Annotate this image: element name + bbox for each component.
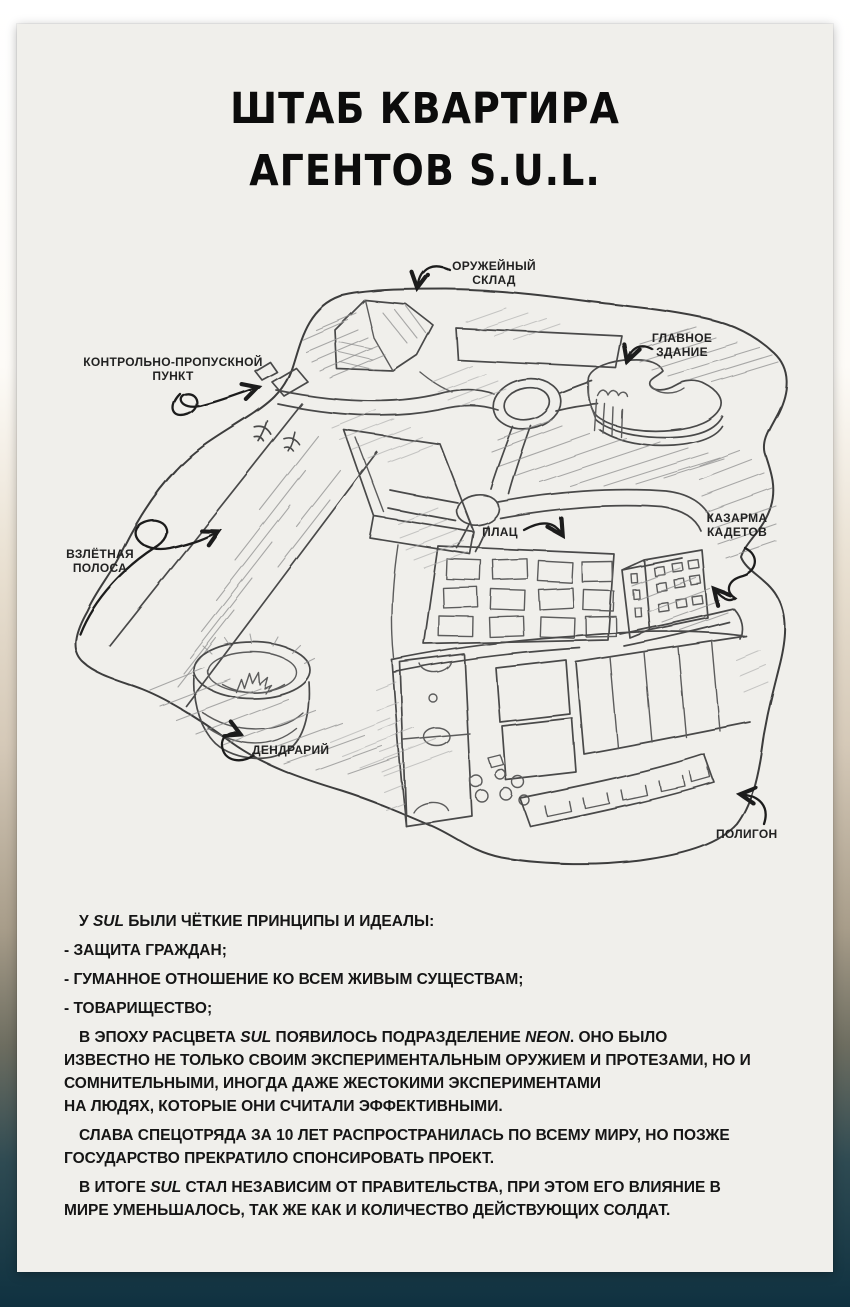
story-paragraph: У SUL БЫЛИ ЧЁТКИЕ ПРИНЦИПЫ И ИДЕАЛЫ: bbox=[79, 913, 435, 930]
map-label-main-building: ГЛАВНОЕ ЗДАНИЕ bbox=[651, 331, 713, 359]
lore-text-block bbox=[64, 910, 818, 1228]
upper-field bbox=[456, 328, 622, 368]
story-paragraph: СЛАВА СПЕЦОТРЯДА ЗА 10 ЛЕТ РАСПРОСТРАНИЛАСЬ ПО ВСЕМУ МИРУ, НО ПОЗЖЕ ГОСУДАРСТВО ПРЕКРАТИЛО СПОНСИРОВАТЬ ПРОЕКТ. bbox=[64, 1127, 730, 1167]
parade-ground-arrow bbox=[524, 524, 561, 533]
map-label-armory: ОРУЖЕЙНЫЙ СКЛАД bbox=[452, 259, 536, 287]
parade-ground-grid bbox=[424, 546, 616, 644]
runway-strip bbox=[110, 404, 377, 706]
aircraft-icon bbox=[280, 429, 302, 453]
training-ground-area bbox=[392, 632, 750, 827]
main-hq-building bbox=[588, 360, 722, 446]
page-title-line2: АГЕНТОВ S.U.L. bbox=[249, 146, 601, 196]
story-list-item: - ЗАЩИТА ГРАЖДАН; bbox=[64, 942, 227, 959]
map-label-checkpoint: КОНТРОЛЬНО-ПРОПУСКНОЙ ПУНКТ bbox=[83, 355, 263, 383]
cadet-barracks-arrow bbox=[716, 548, 755, 600]
story-paragraph: В ЭПОХУ РАСЦВЕТА SUL ПОЯВИЛОСЬ ПОДРАЗДЕЛЕНИЕ NEON. ОНО БЫЛО ИЗВЕСТНО НЕ ТОЛЬКО СВОИМ ЭКСПЕРИМЕНТАЛЬНЫМ ОРУЖИЕМ И ПРОТЕЗАМИ, НО И СОМНИТЕЛЬНЫМИ, ИНОГДА ДАЖЕ ЖЕСТОКИМИ ЭКСПЕРИМЕНТАМИ НА ЛЮДЯХ, КОТОРЫЕ ОНИ СЧИТАЛИ ЭФФЕКТИВНЫМИ. bbox=[64, 1029, 751, 1115]
map-label-cadet-barracks: КАЗАРМА КАДЕТОВ bbox=[706, 511, 768, 539]
roads bbox=[276, 372, 742, 658]
armory-building bbox=[335, 300, 433, 371]
story-paragraph: В ИТОГЕ SUL СТАЛ НЕЗАВИСИМ ОТ ПРАВИТЕЛЬСТВА, ПРИ ЭТОМ ЕГО ВЛИЯНИЕ В МИРЕ УМЕНЬШАЛОСЬ, ТАК ЖЕ КАК И КОЛИЧЕСТВО ДЕЙСТВУЮЩИХ СОЛДАТ. bbox=[64, 1179, 721, 1219]
map-label-runway: ВЗЛЁТНАЯ ПОЛОСА bbox=[66, 547, 134, 575]
story-list-item: - ТОВАРИЩЕСТВО; bbox=[64, 1000, 213, 1017]
story-list-item: - ГУМАННОЕ ОТНОШЕНИЕ КО ВСЕМ ЖИВЫМ СУЩЕСТВАМ; bbox=[64, 971, 524, 988]
hangar-building bbox=[344, 430, 474, 554]
map-label-training-ground: ПОЛИГОН bbox=[716, 827, 778, 841]
map-label-parade-ground: ПЛАЦ bbox=[482, 525, 518, 539]
checkpoint-arrow bbox=[173, 388, 256, 415]
map-label-arboretum: ДЕНДРАРИЙ bbox=[252, 743, 330, 757]
page-title-line1: ШТАБ КВАРТИРА bbox=[230, 84, 620, 134]
